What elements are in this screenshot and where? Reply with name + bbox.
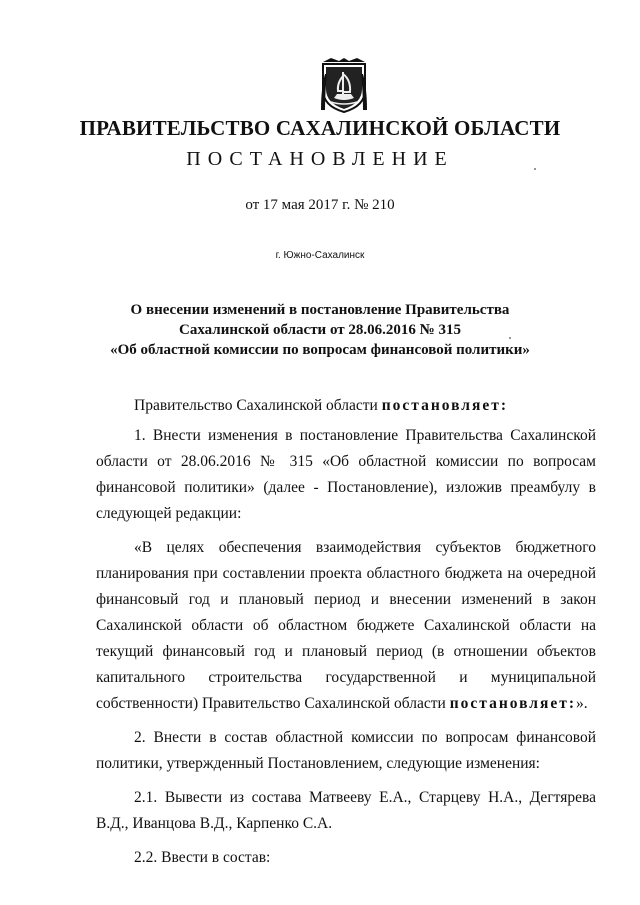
sakhalin-coat-of-arms-icon bbox=[319, 58, 369, 114]
document-body bbox=[96, 393, 596, 879]
document-subject bbox=[0, 300, 640, 360]
quote-paragraph bbox=[96, 535, 596, 717]
government-name: ПРАВИТЕЛЬСТВО САХАЛИНСКОЙ ОБЛАСТИ bbox=[79, 116, 561, 140]
date-and-number: от 17 мая 2017 г. № 210 bbox=[245, 197, 395, 213]
quote-decree: постановляет: bbox=[449, 695, 577, 712]
quote-end: ». bbox=[576, 695, 588, 712]
item-1-paragraph: 1. Внести изменения в постановление Правительства Сахалинской области от 28.06.2016 № 315 «Об областной комиссии по вопросам финансовой политики» (далее - Постановление), изложив преамбулу в следующей редакции: bbox=[96, 427, 596, 522]
scan-speck bbox=[534, 168, 536, 170]
subject-line-3: «Об областной комиссии по вопросам финансовой политики» bbox=[110, 342, 530, 358]
intro-text: Правительство Сахалинской области bbox=[134, 397, 382, 414]
subject-line-2: Сахалинской области от 28.06.2016 № 315 bbox=[179, 322, 461, 338]
document-type: ПОСТАНОВЛЕНИЕ bbox=[186, 148, 454, 170]
item-2-1-paragraph: 2.1. Вывести из состава Матвееву Е.А., Старцеву Н.А., Дегтярева В.Д., Иванцова В.Д., Карпенко С.А. bbox=[96, 789, 596, 832]
quote-text: «В целях обеспечения взаимодействия субъектов бюджетного планирования при составлении проекта областного бюджета на очередной финансовый год и плановый период и внесении изменений в закон Сахалинской области об областном бюджете Сахалинской области на текущий финансовый год и плановый период (в отношении объектов капитального строительства государственной и муниципальной собственности) Правительство Сахалинской области bbox=[96, 539, 596, 712]
subject-line-1: О внесении изменений в постановление Правительства bbox=[130, 302, 510, 318]
intro-paragraph bbox=[96, 393, 596, 419]
item-2-2-paragraph: 2.2. Ввести в состав: bbox=[134, 849, 271, 866]
intro-decree: постановляет: bbox=[381, 397, 509, 414]
issue-city: г. Южно-Сахалинск bbox=[275, 250, 365, 261]
scan-speck bbox=[509, 337, 511, 339]
item-2-paragraph: 2. Внести в состав областной комиссии по вопросам финансовой политики, утвержденный Постановлением, следующие изменения: bbox=[96, 729, 596, 772]
